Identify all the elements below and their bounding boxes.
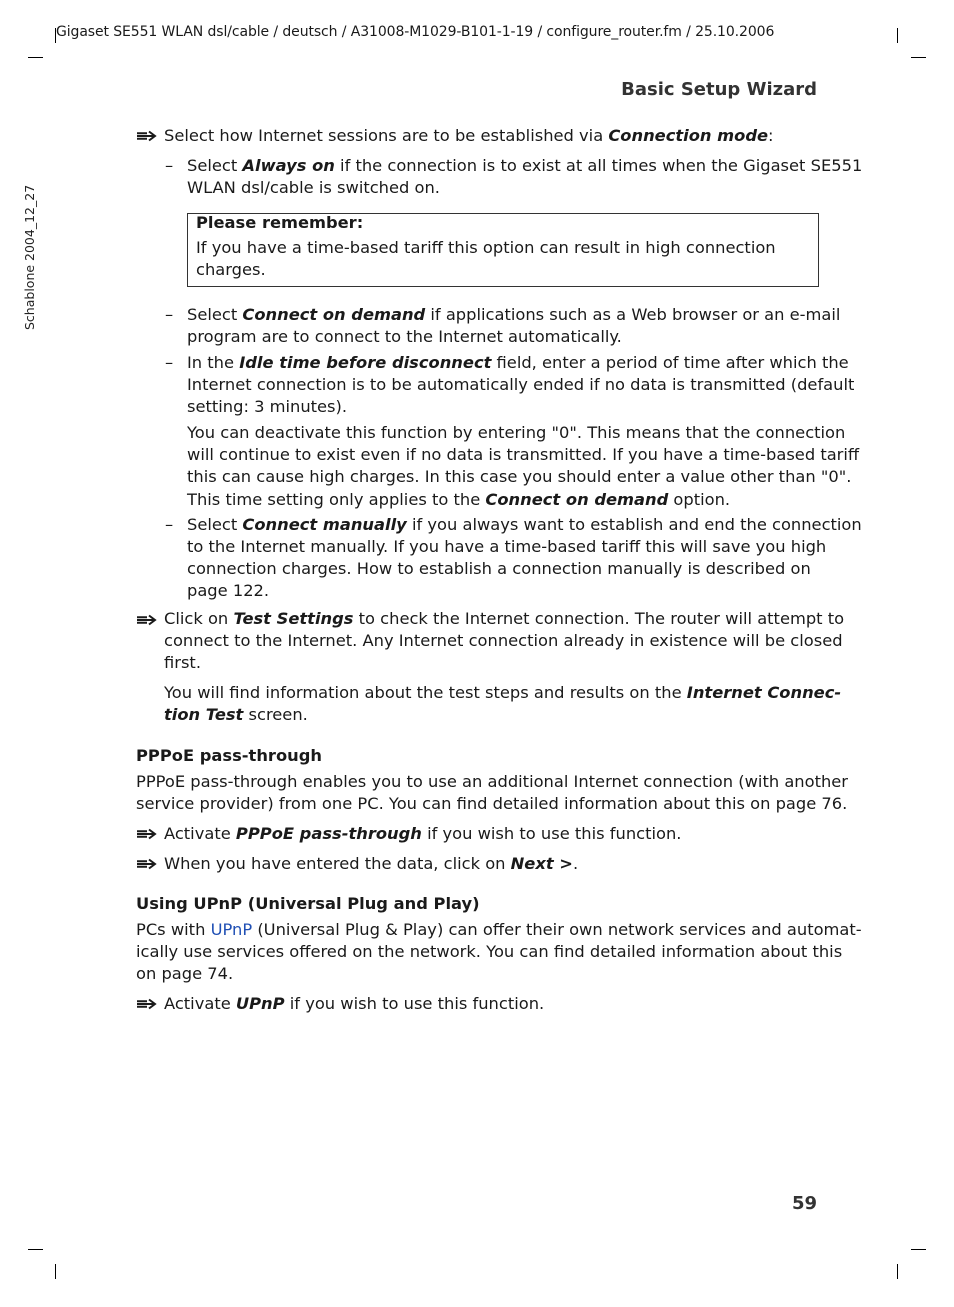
running-header: Gigaset SE551 WLAN dsl/cable / deutsch / A31008-M1029-B101-1-19 / configure_router.fm / 25.10.2006	[56, 24, 775, 40]
upnp-heading: Using UPnP (Universal Plug and Play)	[136, 894, 480, 913]
crop-mark	[897, 28, 898, 43]
option-connect-manually: Select Connect manually if you always want to establish and end the connection to the Internet manually. If you have a time-based tariff this will save you high connection charges. How to establish a connection manually is described on page 122.	[187, 515, 862, 600]
right-arrow-icon	[136, 828, 158, 840]
step-activate-pppoe: Activate PPPoE pass-through if you wish to use this function.	[164, 824, 682, 843]
crop-mark	[28, 1249, 43, 1250]
crop-mark	[28, 57, 43, 58]
crop-mark	[897, 1264, 898, 1279]
side-label: Schablone 2004_12_27	[22, 184, 37, 330]
list-dash: –	[165, 353, 174, 372]
note-box	[187, 213, 819, 287]
crop-mark	[911, 57, 926, 58]
list-dash: –	[165, 515, 174, 534]
step-connection-mode: Select how Internet sessions are to be established via Connection mode:	[164, 126, 774, 145]
note-text: If you have a time-based tariff this option can result in high connection charges.	[196, 238, 776, 279]
step-click-next: When you have entered the data, click on Next >.	[164, 854, 579, 873]
option-idle-time: In the Idle time before disconnect field, enter a period of time after which the Internet connection is to be automatically ended if no data is transmitted (default setting: 3 minutes).	[187, 353, 855, 416]
pppoe-paragraph: PPPoE pass-through enables you to use an additional Internet connection (with another service provider) from one PC. You can find detailed information about this on page 76.	[136, 772, 848, 813]
list-dash: –	[165, 305, 174, 324]
option-always-on: Select Always on if the connection is to exist at all times when the Gigaset SE551 WLAN dsl/cable is switched on.	[187, 156, 863, 197]
right-arrow-icon	[136, 614, 158, 626]
crop-mark	[55, 1264, 56, 1279]
idle-time-detail: You can deactivate this function by entering "0". This means that the connection will continue to exist even if no data is transmitted. If you have a time-based tariff this can cause high charges. In this case you should enter a value other than "0".	[187, 423, 860, 486]
idle-time-note: This time setting only applies to the Connect on demand option.	[187, 490, 731, 509]
test-info: You will find information about the test steps and results on the Internet Connec- tion Test screen.	[164, 683, 842, 724]
note-title: Please remember:	[196, 213, 364, 232]
page-number: 59	[791, 1193, 817, 1214]
upnp-paragraph: PCs with UPnP (Universal Plug & Play) can offer their own network services and automat- ically use services offered on the network. You can find detailed information about this on page 74.	[136, 920, 862, 983]
option-connect-on-demand: Select Connect on demand if applications such as a Web browser or an e-mail program are to connect to the Internet automatically.	[187, 305, 841, 346]
step-test-settings: Click on Test Settings to check the Internet connection. The router will attempt to connect to the Internet. Any Internet connection already in existence will be closed first.	[164, 609, 845, 672]
step-activate-upnp: Activate UPnP if you wish to use this function.	[164, 994, 545, 1013]
right-arrow-icon	[136, 998, 158, 1010]
right-arrow-icon	[136, 858, 158, 870]
list-dash: –	[165, 156, 174, 175]
crop-mark	[911, 1249, 926, 1250]
section-title: Basic Setup Wizard	[621, 79, 817, 100]
upnp-link[interactable]: UPnP	[210, 920, 253, 939]
pppoe-heading: PPPoE pass-through	[136, 746, 322, 765]
right-arrow-icon	[136, 130, 158, 142]
